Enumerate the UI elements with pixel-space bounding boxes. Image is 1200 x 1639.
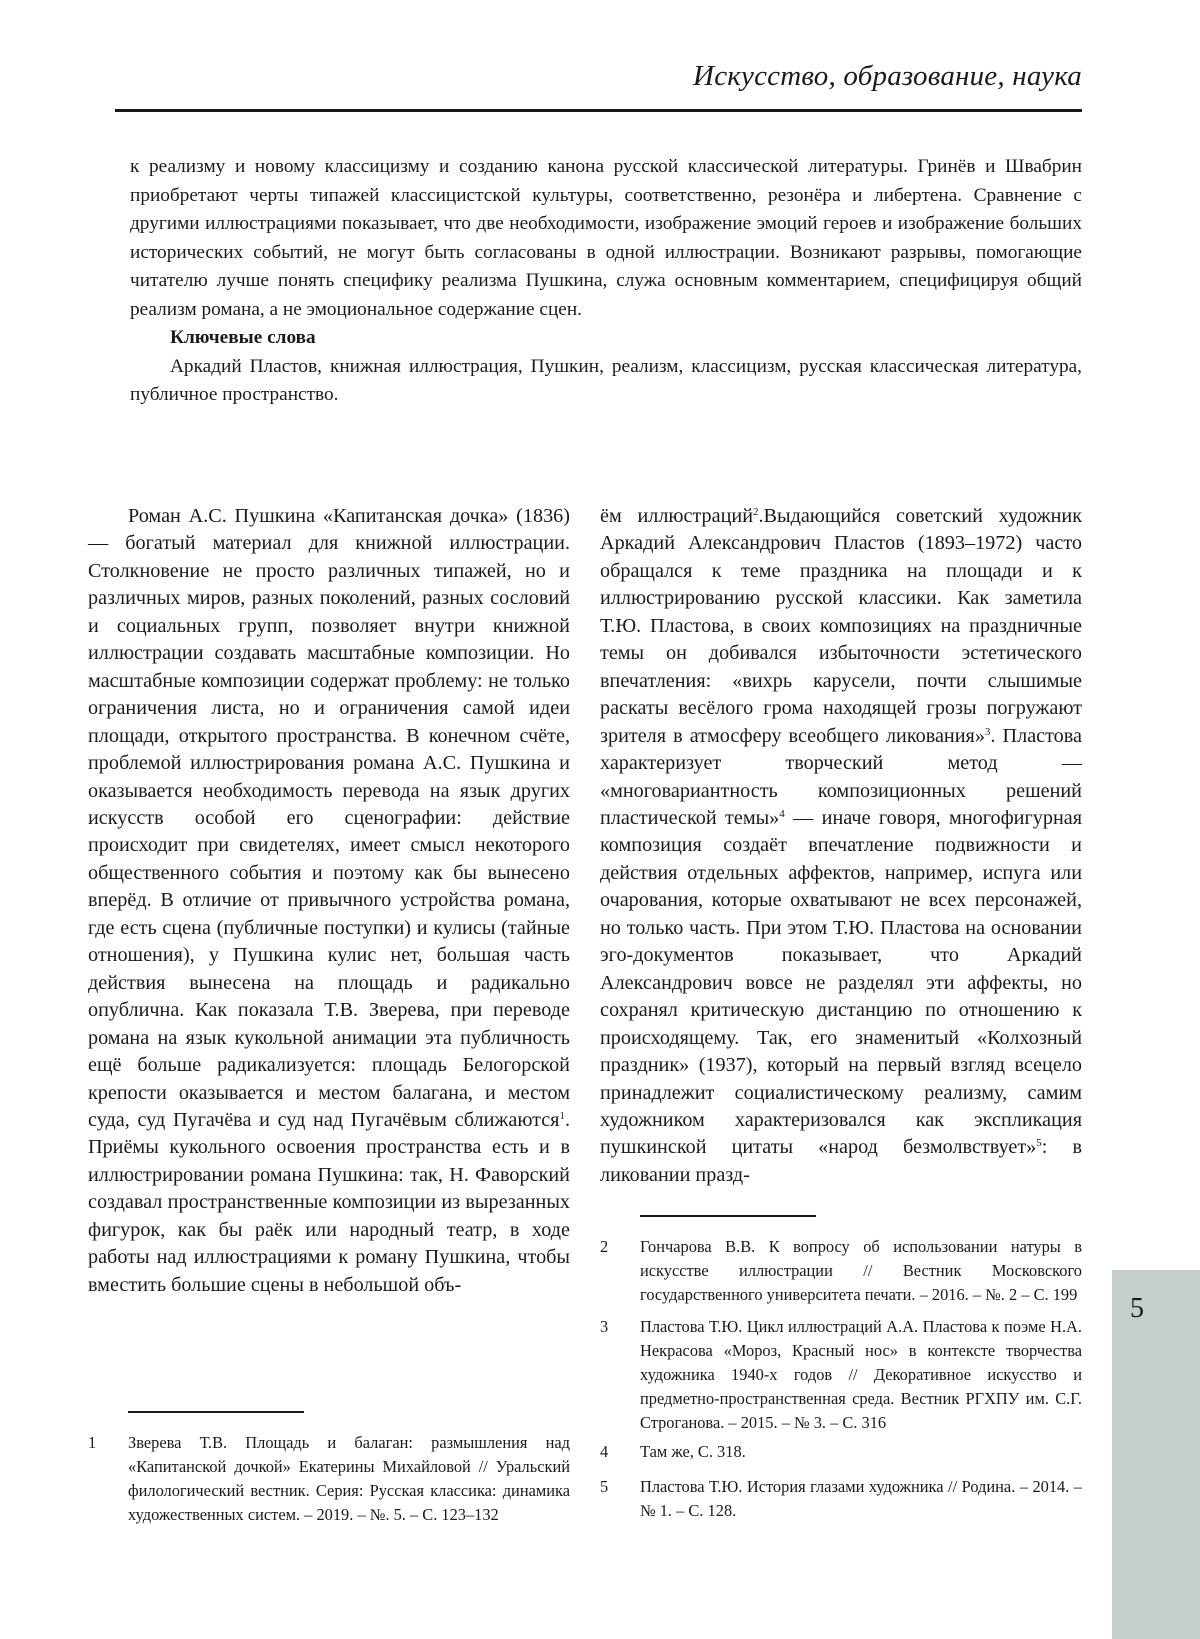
footnote-rule-left [128, 1411, 304, 1413]
right-text-4: — иначе говоря, многофигурная композиция создаёт впечатление подвижности и действия отдельных аффектов, например, испуга или очарования, которые охватывают не всех персонажей, но только часть. При этом Т.Ю. Пластова на основании эго-документов показывает, что Аркадий Александрович вовсе не разделял эти аффекты, но сохранял критическую дистанцию по отношению к происходящему. Так, его знаменитый «Колхозный праздник» (1937), который на первый взгляд всецело принадлежит социалистическому реализму, самим художником характеризовался как экспликация пушкинской цитаты «народ безмолвствует» [600, 806, 1082, 1159]
footnote-text: Зверева Т.В. Площадь и балаган: размышления над «Капитанской дочкой» Екатерины Михайловой // Уральский филологический вестник. Серия: Русская классика: динамика художественных систем. – 2019. – №. 5. – С. 123–132 [128, 1433, 570, 1524]
footnote-ref-5[interactable]: 5 [1036, 1137, 1042, 1150]
footnote-rule-right [640, 1215, 816, 1217]
footnote-text: Пластова Т.Ю. История глазами художника // Родина. – 2014. – № 1. – С. 128. [640, 1477, 1082, 1520]
left-text-1: Роман А.С. Пушкина «Капитанская дочка» (1836) — богатый материал для книжной иллюстрации. Столкновение не просто различных типажей, но и различных миров, разных поколений, разных сословий и социальных групп, позволяет внутри книжной иллюстрации создавать масштабные композиции. Но масштабные композиции содержат проблему: не только ограничения листа, но и ограничения самой идеи площади, открытого пространства. В конечном счёте, проблемой иллюстрирования романа А.С. Пушкина и оказывается необходимость перевода на язык других искусств особой его сценографии: действие происходит при свидетелях, имеет смысл некоторого общественного события и поэтому как бы вынесено вперёд. В отличие от привычного устройства романа, где есть сцена (публичные поступки) и кулисы (тайные отношения), у Пушкина кулис нет, большая часть действия вынесена на площадь и радикально опублична. Как показала Т.В. Зверева, при переводе романа на язык кукольной анимации эта публичность ещё больше радикализуется: площадь Белогорской крепости оказывается и местом балагана, и местом суда, суд Пугачёва и суд над Пугачёвым сближаются [88, 505, 570, 1131]
abstract-text: к реализму и новому классицизму и созданию канона русской классической литературы. Гринёв и Швабрин приобретают черты типажей классицистской культуры, соответственно, резонёра и либертена. Сравнение с другими иллюстрациями показывает, что две необходимости, изображение эмоций героев и изображение больших исторических событий, не могут быть согласованы в одной иллюстрации. Возникают разрывы, помогающие читателю лучше понять специфику реализма Пушкина, служа основным комментарием, специфицируя общий реализм романа, а не эмоциональное содержание сцен. [130, 156, 1082, 320]
footnote-ref-4[interactable]: 4 [779, 807, 785, 820]
running-title: Искусство, образование, наука [693, 60, 1082, 92]
footnote-number: 2 [600, 1237, 609, 1256]
footnote-text: Гончарова В.В. К вопросу об использовании натуры в искусстве иллюстрации // Вестник Московского государственного университета печати. – 2016. – №. 2 – С. 199 [640, 1237, 1082, 1304]
right-text-1: ём иллюстраций [600, 505, 753, 527]
right-text-5: : в ликовании празд- [600, 1136, 1082, 1186]
keywords-text: Аркадий Пластов, книжная иллюстрация, Пушкин, реализм, классицизм, русская классическая литература, публичное пространство. [130, 355, 1082, 405]
footnote-number: 5 [600, 1477, 609, 1496]
right-text-2: .Выдающийся советский художник Аркадий Александрович Пластов (1893–1972) часто обращался к теме праздника на площади и к иллюстрированию русской классики. Как заметила Т.Ю. Пластова, в своих композициях на праздничные темы он добивался избыточности эстетического впечатления: «вихрь карусели, почти слышимые раскаты весёлого грома находящей грозы погружают зрителя в атмосферу всеобщего ликования» [600, 505, 1082, 747]
footnote-number: 3 [600, 1317, 609, 1336]
abstract [130, 153, 1082, 410]
footnote-number: 1 [88, 1433, 97, 1452]
header-rule [115, 109, 1082, 112]
footnote-ref-1[interactable]: 1 [559, 1109, 565, 1122]
footnote-ref-3[interactable]: 3 [984, 725, 991, 738]
footnote-number: 4 [600, 1442, 609, 1461]
page-number: 5 [1130, 1293, 1144, 1324]
body-right-column [600, 503, 1082, 1189]
footnote-text: Там же, С. 318. [640, 1442, 746, 1461]
page-side-tab [1112, 1270, 1200, 1639]
right-paragraph [600, 503, 1082, 1189]
left-paragraph [88, 503, 570, 1299]
right-text-3: . Пластова характеризует творческий метод — «многовариантность композиционных решений пластической темы» [600, 724, 1082, 829]
footnote-ref-2[interactable]: 2 [753, 506, 759, 518]
footnote-text: Пластова Т.Ю. Цикл иллюстраций А.А. Пластова к поэме Н.А. Некрасова «Мороз, Красный нос» в контексте творчества художника 1940-х годов // Декоративное искусство и предметно-пространственная среда. Вестник РГХПУ им. С.Г. Строганова. – 2015. – № 3. – С. 316 [640, 1317, 1082, 1432]
left-text-2: . Приёмы кукольного освоения пространства есть и в иллюстрировании романа Пушкина: так, Н. Фаворский создавал пространственные композиции из вырезанных фигурок, как бы раёк или народный театр, в ходе работы над иллюстрациями к роману Пушкина, чтобы вместить большие сцены в небольшой объ- [88, 1108, 570, 1296]
keywords-heading: Ключевые слова [170, 327, 316, 348]
body-left-column [88, 503, 570, 1299]
